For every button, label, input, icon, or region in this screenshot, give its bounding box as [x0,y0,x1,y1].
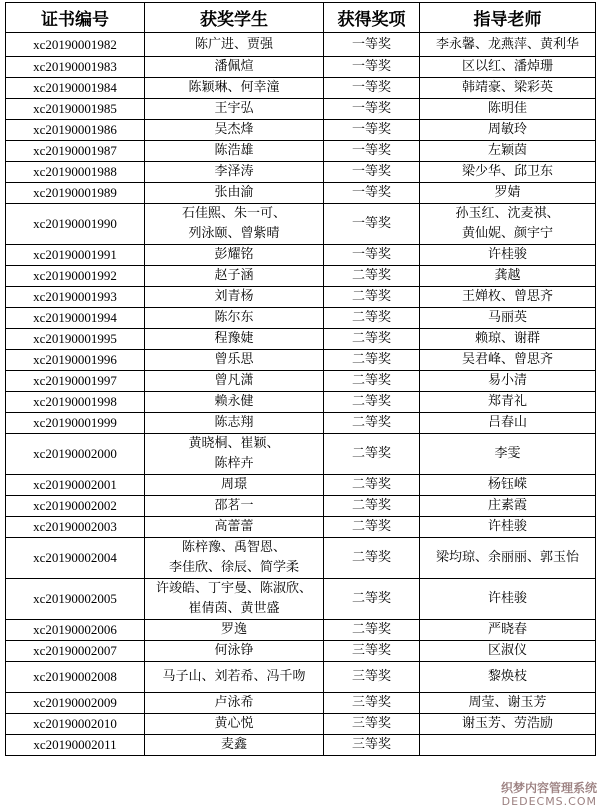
header-advisors: 指导老师 [420,3,596,33]
award-cell: 三等奖 [324,735,420,756]
award-cell: 三等奖 [324,641,420,662]
table-row [6,538,596,579]
table-row [6,287,596,308]
cert-number-cell: xc20190002007 [6,641,145,662]
student-line: 邵茗一 [214,498,254,513]
award-cell: 一等奖 [324,141,420,162]
advisor-line: 易小清 [487,373,527,388]
header-students: 获奖学生 [145,3,324,33]
advisor-line: 庄素霞 [487,498,527,513]
table-row [6,183,596,204]
cert-number-cell: xc20190001995 [6,329,145,350]
table-row [6,371,596,392]
award-table [5,2,596,756]
table-row [6,162,596,183]
advisor-line: 罗婧 [494,185,521,200]
award-cell: 二等奖 [324,413,420,434]
table-row [6,350,596,371]
students-cell [145,693,324,714]
advisors-cell [420,371,596,392]
cert-number-cell: xc20190001993 [6,287,145,308]
student-line: 崔倩茵、黄世盛 [188,601,280,616]
cert-number-cell: xc20190001988 [6,162,145,183]
students-cell [145,350,324,371]
cert-number-cell: xc20190002004 [6,538,145,579]
advisors-cell [420,662,596,693]
student-line: 赖永健 [214,394,254,409]
cert-number-cell: xc20190001998 [6,392,145,413]
student-line: 麦鑫 [220,737,247,752]
advisor-line: 孙玉红、沈麦祺、 [455,206,560,221]
table-row [6,33,596,57]
students-cell [145,141,324,162]
students-cell [145,434,324,475]
table-row [6,641,596,662]
award-cell: 二等奖 [324,308,420,329]
student-line: 王宇弘 [214,101,254,116]
advisor-line: 周敏玲 [487,122,527,137]
advisors-cell [420,266,596,287]
table-row [6,735,596,756]
advisors-cell [420,287,596,308]
advisor-line: 严晓春 [487,622,527,637]
advisor-line: 谢玉芳、劳浩励 [461,716,553,731]
student-line: 陈广进、贾强 [194,36,273,52]
student-line: 许竣皓、丁宇曼、陈淑欣、 [155,581,312,596]
student-line: 陈浩雄 [214,143,254,158]
advisor-line: 许桂骏 [487,247,527,262]
advisors-cell [420,434,596,475]
advisor-line: 左颖茵 [487,143,527,158]
cert-number-cell: xc20190002003 [6,517,145,538]
student-line: 石佳熙、朱一可、 [181,206,286,221]
students-cell [145,99,324,120]
advisor-line: 杨钰嵘 [487,477,527,492]
award-cell: 一等奖 [324,78,420,99]
students-cell [145,496,324,517]
student-line: 潘佩煊 [214,59,254,74]
students-cell [145,579,324,620]
cert-number-cell: xc20190002010 [6,714,145,735]
table-row [6,245,596,266]
award-cell: 一等奖 [324,245,420,266]
award-cell: 二等奖 [324,392,420,413]
cert-number-cell: xc20190002008 [6,662,145,693]
cert-number-cell: xc20190001984 [6,78,145,99]
table-row [6,620,596,641]
students-cell [145,57,324,78]
student-line: 吴杰烽 [214,122,254,137]
award-cell: 一等奖 [324,204,420,245]
students-cell [145,162,324,183]
cert-number-cell: xc20190001992 [6,266,145,287]
students-cell [145,371,324,392]
students-cell [145,120,324,141]
advisors-cell [420,517,596,538]
students-cell [145,735,324,756]
award-cell: 一等奖 [324,183,420,204]
table-row [6,57,596,78]
table-row [6,120,596,141]
table-row [6,714,596,735]
watermark-line-1: 织梦内容管理系统 [500,781,597,795]
advisors-cell [420,162,596,183]
students-cell [145,266,324,287]
students-cell [145,245,324,266]
student-line: 李泽涛 [214,164,254,179]
student-line: 曾凡潇 [214,373,254,388]
students-cell [145,33,324,57]
advisor-line: 梁均琼、余丽丽、郭玉怡 [435,550,579,565]
students-cell [145,183,324,204]
advisors-cell [420,475,596,496]
table-row [6,392,596,413]
table-row [6,204,596,245]
students-cell [145,329,324,350]
advisor-line: 陈明佳 [487,101,527,116]
advisor-line: 周莹、谢玉芳 [468,695,547,710]
cert-number-cell: xc20190001989 [6,183,145,204]
advisor-line: 区以红、潘焯珊 [461,59,553,74]
advisor-line: 赖琼、谢群 [474,331,540,346]
cert-number-cell: xc20190002002 [6,496,145,517]
award-cell: 二等奖 [324,350,420,371]
students-cell [145,78,324,99]
student-line: 马子山、刘若希、冯千吻 [162,669,306,684]
advisor-line: 李雯 [494,446,521,461]
cert-number-cell: xc20190002000 [6,434,145,475]
advisor-line: 许桂骏 [487,591,527,606]
advisor-line: 吴君峰、曾思齐 [461,352,553,367]
cert-number-cell: xc20190001997 [6,371,145,392]
student-line: 列泳颐、曾紫晴 [188,226,280,241]
cert-number-cell: xc20190002005 [6,579,145,620]
advisor-line: 马丽英 [487,310,527,325]
student-line: 黄晓桐、崔颖、 [188,436,280,451]
header-award: 获得奖项 [324,3,420,33]
student-line: 陈梓豫、禹智恩、 [181,540,286,555]
advisors-cell [420,413,596,434]
student-line: 高蕾蕾 [214,519,254,534]
advisor-line: 区淑仪 [487,643,527,658]
award-cell: 二等奖 [324,517,420,538]
advisor-line: 黎焕枝 [487,669,527,684]
table-row [6,496,596,517]
student-line: 陈志翔 [214,415,254,430]
advisor-line: 许桂骏 [487,519,527,534]
award-cell: 二等奖 [324,475,420,496]
watermark-line-2: DEDECMS.COM [501,795,597,808]
table-row [6,434,596,475]
advisors-cell [420,693,596,714]
advisors-cell [420,496,596,517]
advisors-cell [420,120,596,141]
advisor-line: 龚越 [494,268,521,283]
advisor-line: 王婵枚、曾思齐 [461,289,553,304]
advisor-line: 梁少华、邱卫东 [461,164,553,179]
award-cell: 一等奖 [324,120,420,141]
table-row [6,413,596,434]
award-cell: 二等奖 [324,496,420,517]
advisors-cell [420,714,596,735]
advisors-cell [420,141,596,162]
advisors-cell [420,245,596,266]
student-line: 赵子涵 [214,268,254,283]
advisors-cell [420,641,596,662]
award-cell: 二等奖 [324,371,420,392]
students-cell [145,620,324,641]
advisors-cell [420,329,596,350]
table-row [6,266,596,287]
cert-number-cell: xc20190001999 [6,413,145,434]
students-cell [145,538,324,579]
cert-number-cell: xc20190001996 [6,350,145,371]
advisors-cell [420,620,596,641]
cert-number-cell: xc20190001985 [6,99,145,120]
table-row [6,141,596,162]
advisors-cell [420,183,596,204]
students-cell [145,475,324,496]
award-cell: 一等奖 [324,33,420,57]
table-row [6,693,596,714]
students-cell [145,413,324,434]
table-body [6,33,596,756]
award-cell: 二等奖 [324,287,420,308]
student-line: 罗逸 [220,622,247,637]
students-cell [145,641,324,662]
students-cell [145,287,324,308]
cert-number-cell: xc20190001986 [6,120,145,141]
student-line: 卢泳希 [214,695,254,710]
table-row [6,329,596,350]
award-cell: 三等奖 [324,693,420,714]
cert-number-cell: xc20190002001 [6,475,145,496]
students-cell [145,308,324,329]
award-cell: 一等奖 [324,57,420,78]
award-cell: 二等奖 [324,266,420,287]
award-cell: 三等奖 [324,662,420,693]
award-cell: 二等奖 [324,538,420,579]
students-cell [145,392,324,413]
student-line: 陈梓卉 [214,456,254,471]
students-cell [145,714,324,735]
students-cell [145,204,324,245]
advisors-cell [420,204,596,245]
student-line: 陈颖琳、何幸潼 [188,80,280,95]
table-row [6,78,596,99]
table-row [6,308,596,329]
award-cell: 一等奖 [324,99,420,120]
student-line: 黄心悦 [214,716,254,731]
award-cell: 一等奖 [324,162,420,183]
advisor-line: 黄仙妮、颜宇宁 [461,226,553,241]
students-cell [145,662,324,693]
header-cert-number: 证书编号 [6,3,145,33]
cert-number-cell: xc20190001991 [6,245,145,266]
cert-number-cell: xc20190001994 [6,308,145,329]
award-cell: 三等奖 [324,714,420,735]
student-line: 何泳铮 [214,643,254,658]
header-row [6,3,596,33]
advisor-line: 吕春山 [487,415,527,430]
advisors-cell [420,538,596,579]
advisors-cell [420,735,596,756]
cert-number-cell: xc20190001990 [6,204,145,245]
advisors-cell [420,308,596,329]
award-cell: 二等奖 [324,579,420,620]
cert-number-cell: xc20190001983 [6,57,145,78]
advisors-cell [420,33,596,57]
students-cell [145,517,324,538]
table-row [6,662,596,693]
student-line: 曾乐思 [214,352,254,367]
student-line: 彭耀铭 [214,247,254,262]
award-cell: 二等奖 [324,434,420,475]
table-row [6,99,596,120]
table-row [6,475,596,496]
advisors-cell [420,350,596,371]
advisor-line: 李永馨、龙燕萍、黄利华 [435,36,579,52]
cert-number-cell: xc20190002006 [6,620,145,641]
student-line: 李佳欣、徐辰、简学柔 [168,560,299,575]
cert-number-cell: xc20190001982 [6,33,145,57]
advisor-line: 郑青礼 [487,394,527,409]
cert-number-cell: xc20190001987 [6,141,145,162]
advisors-cell [420,392,596,413]
student-line: 张由渝 [214,185,254,200]
student-line: 程豫婕 [214,331,254,346]
student-line: 刘青杨 [214,289,254,304]
award-cell: 二等奖 [324,620,420,641]
cert-number-cell: xc20190002011 [6,735,145,756]
advisors-cell [420,99,596,120]
student-line: 陈尔东 [214,310,254,325]
watermark [501,782,597,808]
table-row [6,579,596,620]
advisors-cell [420,57,596,78]
advisors-cell [420,78,596,99]
student-line: 周璟 [220,477,247,492]
award-cell: 二等奖 [324,329,420,350]
advisors-cell [420,579,596,620]
advisor-line: 韩靖豪、梁彩英 [461,80,553,95]
table-row [6,517,596,538]
cert-number-cell: xc20190002009 [6,693,145,714]
